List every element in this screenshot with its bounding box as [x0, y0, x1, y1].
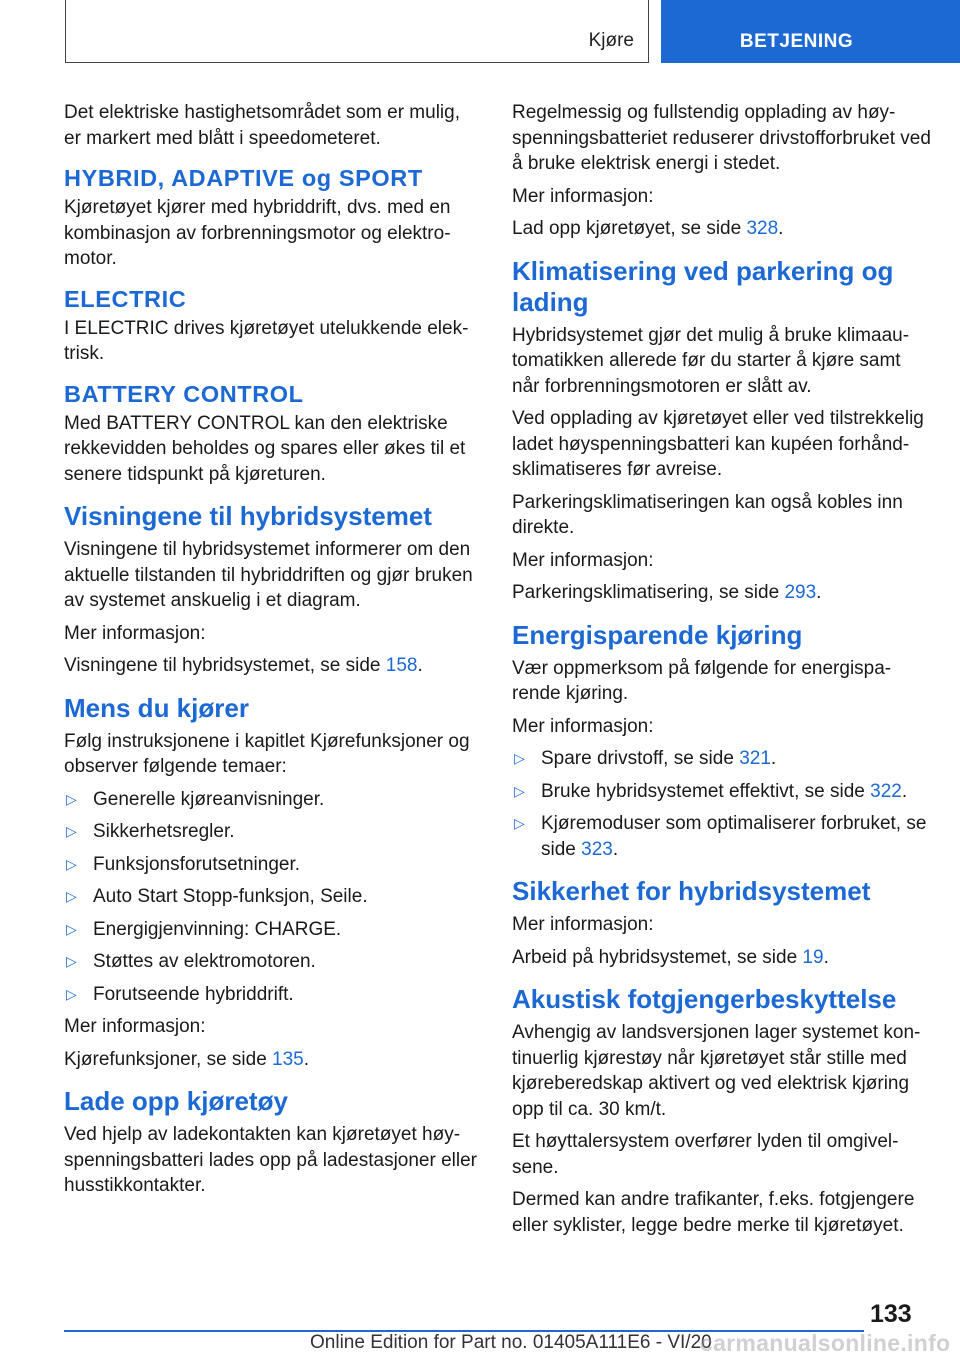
reference: Arbeid på hybridsystemet, se side 19.: [512, 946, 829, 968]
triangle-bullet-icon: ▷: [66, 823, 77, 839]
paragraph: Ved opplading av kjøretøyet eller ved tilstrekkelig ladet høyspenningsbatteri kan kupéen forhånd-sklimatiseres før avreise.: [512, 408, 924, 480]
list-item: ▷ Forutseende hybriddrift.: [64, 982, 480, 1008]
page-link-328[interactable]: 328: [746, 218, 779, 239]
heading-mens-du-kjorer: Mens du kjører: [64, 692, 249, 723]
triangle-bullet-icon: ▷: [514, 815, 525, 831]
more-info-label: Mer informasjon:: [512, 549, 654, 571]
header-chapter-title: BETJENING: [739, 31, 854, 52]
heading-lade-opp: Lade opp kjøretøy: [64, 1086, 288, 1116]
paragraph: Ved hjelp av ladekontakten kan kjøretøyet høy-spenningsbatteri lades opp på ladestasjoner eller husstikkontakter.: [64, 1124, 477, 1196]
header-section-title: Kjøre: [588, 30, 634, 51]
reference-text: Arbeid på hybridsystemet, se side: [512, 946, 803, 968]
heading-visningene: Visningene til hybridsystemet: [64, 501, 432, 531]
page-number: 133: [870, 1300, 912, 1328]
list-item: ▷ Generelle kjøreanvisninger.: [64, 787, 480, 813]
paragraph: Regelmessig og fullstendig opplading av høy-spenningsbatteriet reduserer drivstofforbruket ved å bruke elektrisk energi i stedet.: [512, 102, 931, 174]
triangle-bullet-icon: ▷: [66, 985, 77, 1002]
paragraph: Hybridsystemet gjør det mulig å bruke klimaau-tomatikken allerede før du starter å kjøre samt når forbrenningsmotoren er slått av.: [512, 324, 910, 397]
list-item: ▷ Kjøremoduser som optimaliserer forbruket, se side 323.: [514, 813, 927, 860]
more-info-label: Mer informasjon:: [64, 1016, 206, 1037]
list-item: ▷ Energigjenvinning: CHARGE.: [64, 917, 480, 943]
list-item: ▷ Støttes av elektromotoren.: [64, 949, 480, 975]
triangle-bullet-icon: ▷: [66, 888, 77, 904]
paragraph: Et høyttalersystem overfører lyden til omgivel-sene.: [512, 1131, 899, 1178]
reference-text: Kjørefunksjoner, se side: [64, 1048, 273, 1070]
paragraph: Parkeringsklimatiseringen kan også kobles inn direkte.: [512, 491, 903, 538]
page-link-135[interactable]: 135: [272, 1048, 304, 1070]
heading-sikkerhet: Sikkerhet for hybridsystemet: [512, 876, 871, 906]
paragraph: Vær oppmerksom på følgende for energispa-rende kjøring.: [512, 657, 892, 704]
more-info-label: Mer informasjon:: [512, 914, 654, 935]
heading-hybrid: HYBRID, ADAPTIVE og SPORT: [64, 165, 423, 191]
paragraph: Følg instruksjonene i kapitlet Kjørefunksjoner og observer følgende temaer:: [64, 730, 470, 777]
left-column: [64, 100, 480, 1206]
heading-electric: ELECTRIC: [64, 285, 187, 312]
list-item: ▷ Sikkerhetsregler.: [64, 819, 480, 845]
paragraph: Visningene til hybridsystemet informerer om den aktuelle tilstanden til hybriddriften og gjør bruken av systemet anskuelig i et diagram.: [64, 539, 473, 611]
bullet-list: [512, 746, 932, 862]
reference: Lad opp kjøretøyet, se side 328.: [512, 218, 784, 239]
list-item: ▷ Auto Start Stopp-funksjon, Seile.: [64, 884, 480, 910]
list-item: ▷ Bruke hybridsystemet effektivt, se side 322.: [512, 779, 932, 805]
triangle-bullet-icon: ▷: [66, 953, 77, 969]
header-section-box: [65, 0, 649, 63]
reference-text: Parkeringsklimatisering, se side: [512, 582, 785, 603]
more-info-label: Mer informasjon:: [512, 715, 654, 737]
heading-klimatisering: Klimatisering ved parkering og lading: [512, 255, 894, 317]
reference-text: Visningene til hybridsystemet, se side: [64, 655, 386, 676]
header-chapter-tab: [661, 0, 960, 63]
heading-akustisk: Akustisk fotgjengerbeskyttelse: [512, 984, 897, 1014]
paragraph: Med BATTERY CONTROL kan den elektriske rekkevidden beholdes og spares eller økes til et senere tidspunkt på kjøreturen.: [64, 412, 466, 485]
page-link-321[interactable]: 321: [739, 748, 771, 769]
reference: Visningene til hybridsystemet, se side 158.: [64, 655, 423, 676]
reference-text: Lad opp kjøretøyet, se side: [512, 218, 747, 239]
paragraph: I ELECTRIC drives kjøretøyet utelukkende elek-trisk.: [64, 317, 469, 364]
bullet-list: [64, 787, 480, 1008]
footer-edition: Online Edition for Part no. 01405A111E6 - VI/20: [310, 1332, 712, 1353]
triangle-bullet-icon: ▷: [514, 782, 525, 799]
more-info-label: Mer informasjon:: [64, 622, 206, 644]
paragraph: Det elektriske hastighetsområdet som er mulig, er markert med blått i speedometeret.: [64, 102, 460, 149]
right-column: [512, 100, 932, 1245]
reference: Parkeringsklimatisering, se side 293.: [512, 582, 822, 603]
triangle-bullet-icon: ▷: [66, 855, 77, 872]
list-item: ▷ Spare drivstoff, se side 321.: [512, 746, 932, 772]
more-info-label: Mer informasjon:: [512, 185, 654, 207]
page-link-322[interactable]: 322: [870, 780, 902, 802]
paragraph: Kjøretøyet kjører med hybriddrift, dvs. med en kombinasjon av forbrenningsmotor og elektro-motor.: [64, 197, 451, 269]
paragraph: Avhengig av landsversjonen lager systemet kon-tinuerlig kjørestøy når kjøretøyet står stille med kjøreberedskap aktivert og ved elektrisk kjøring opp til ca. 30 km/t.: [512, 1022, 921, 1120]
paragraph: Dermed kan andre trafikanter, f.eks. fotgjengere eller syklister, legge bedre merke til kjøretøyet.: [512, 1189, 915, 1236]
triangle-bullet-icon: ▷: [66, 920, 77, 937]
heading-battery-control: BATTERY CONTROL: [64, 380, 304, 407]
page-link-19[interactable]: 19: [802, 946, 824, 968]
watermark-logo: carmanualsonline.info: [700, 1330, 951, 1356]
page-link-158[interactable]: 158: [385, 655, 418, 676]
page-link-293[interactable]: 293: [784, 582, 817, 603]
triangle-bullet-icon: ▷: [66, 790, 77, 807]
heading-energisparende: Energisparende kjøring: [512, 619, 803, 650]
page-link-323[interactable]: 323: [581, 838, 613, 860]
triangle-bullet-icon: ▷: [514, 750, 525, 766]
reference: Kjørefunksjoner, se side 135.: [64, 1048, 310, 1070]
list-item: ▷ Funksjonsforutsetninger.: [64, 852, 480, 878]
